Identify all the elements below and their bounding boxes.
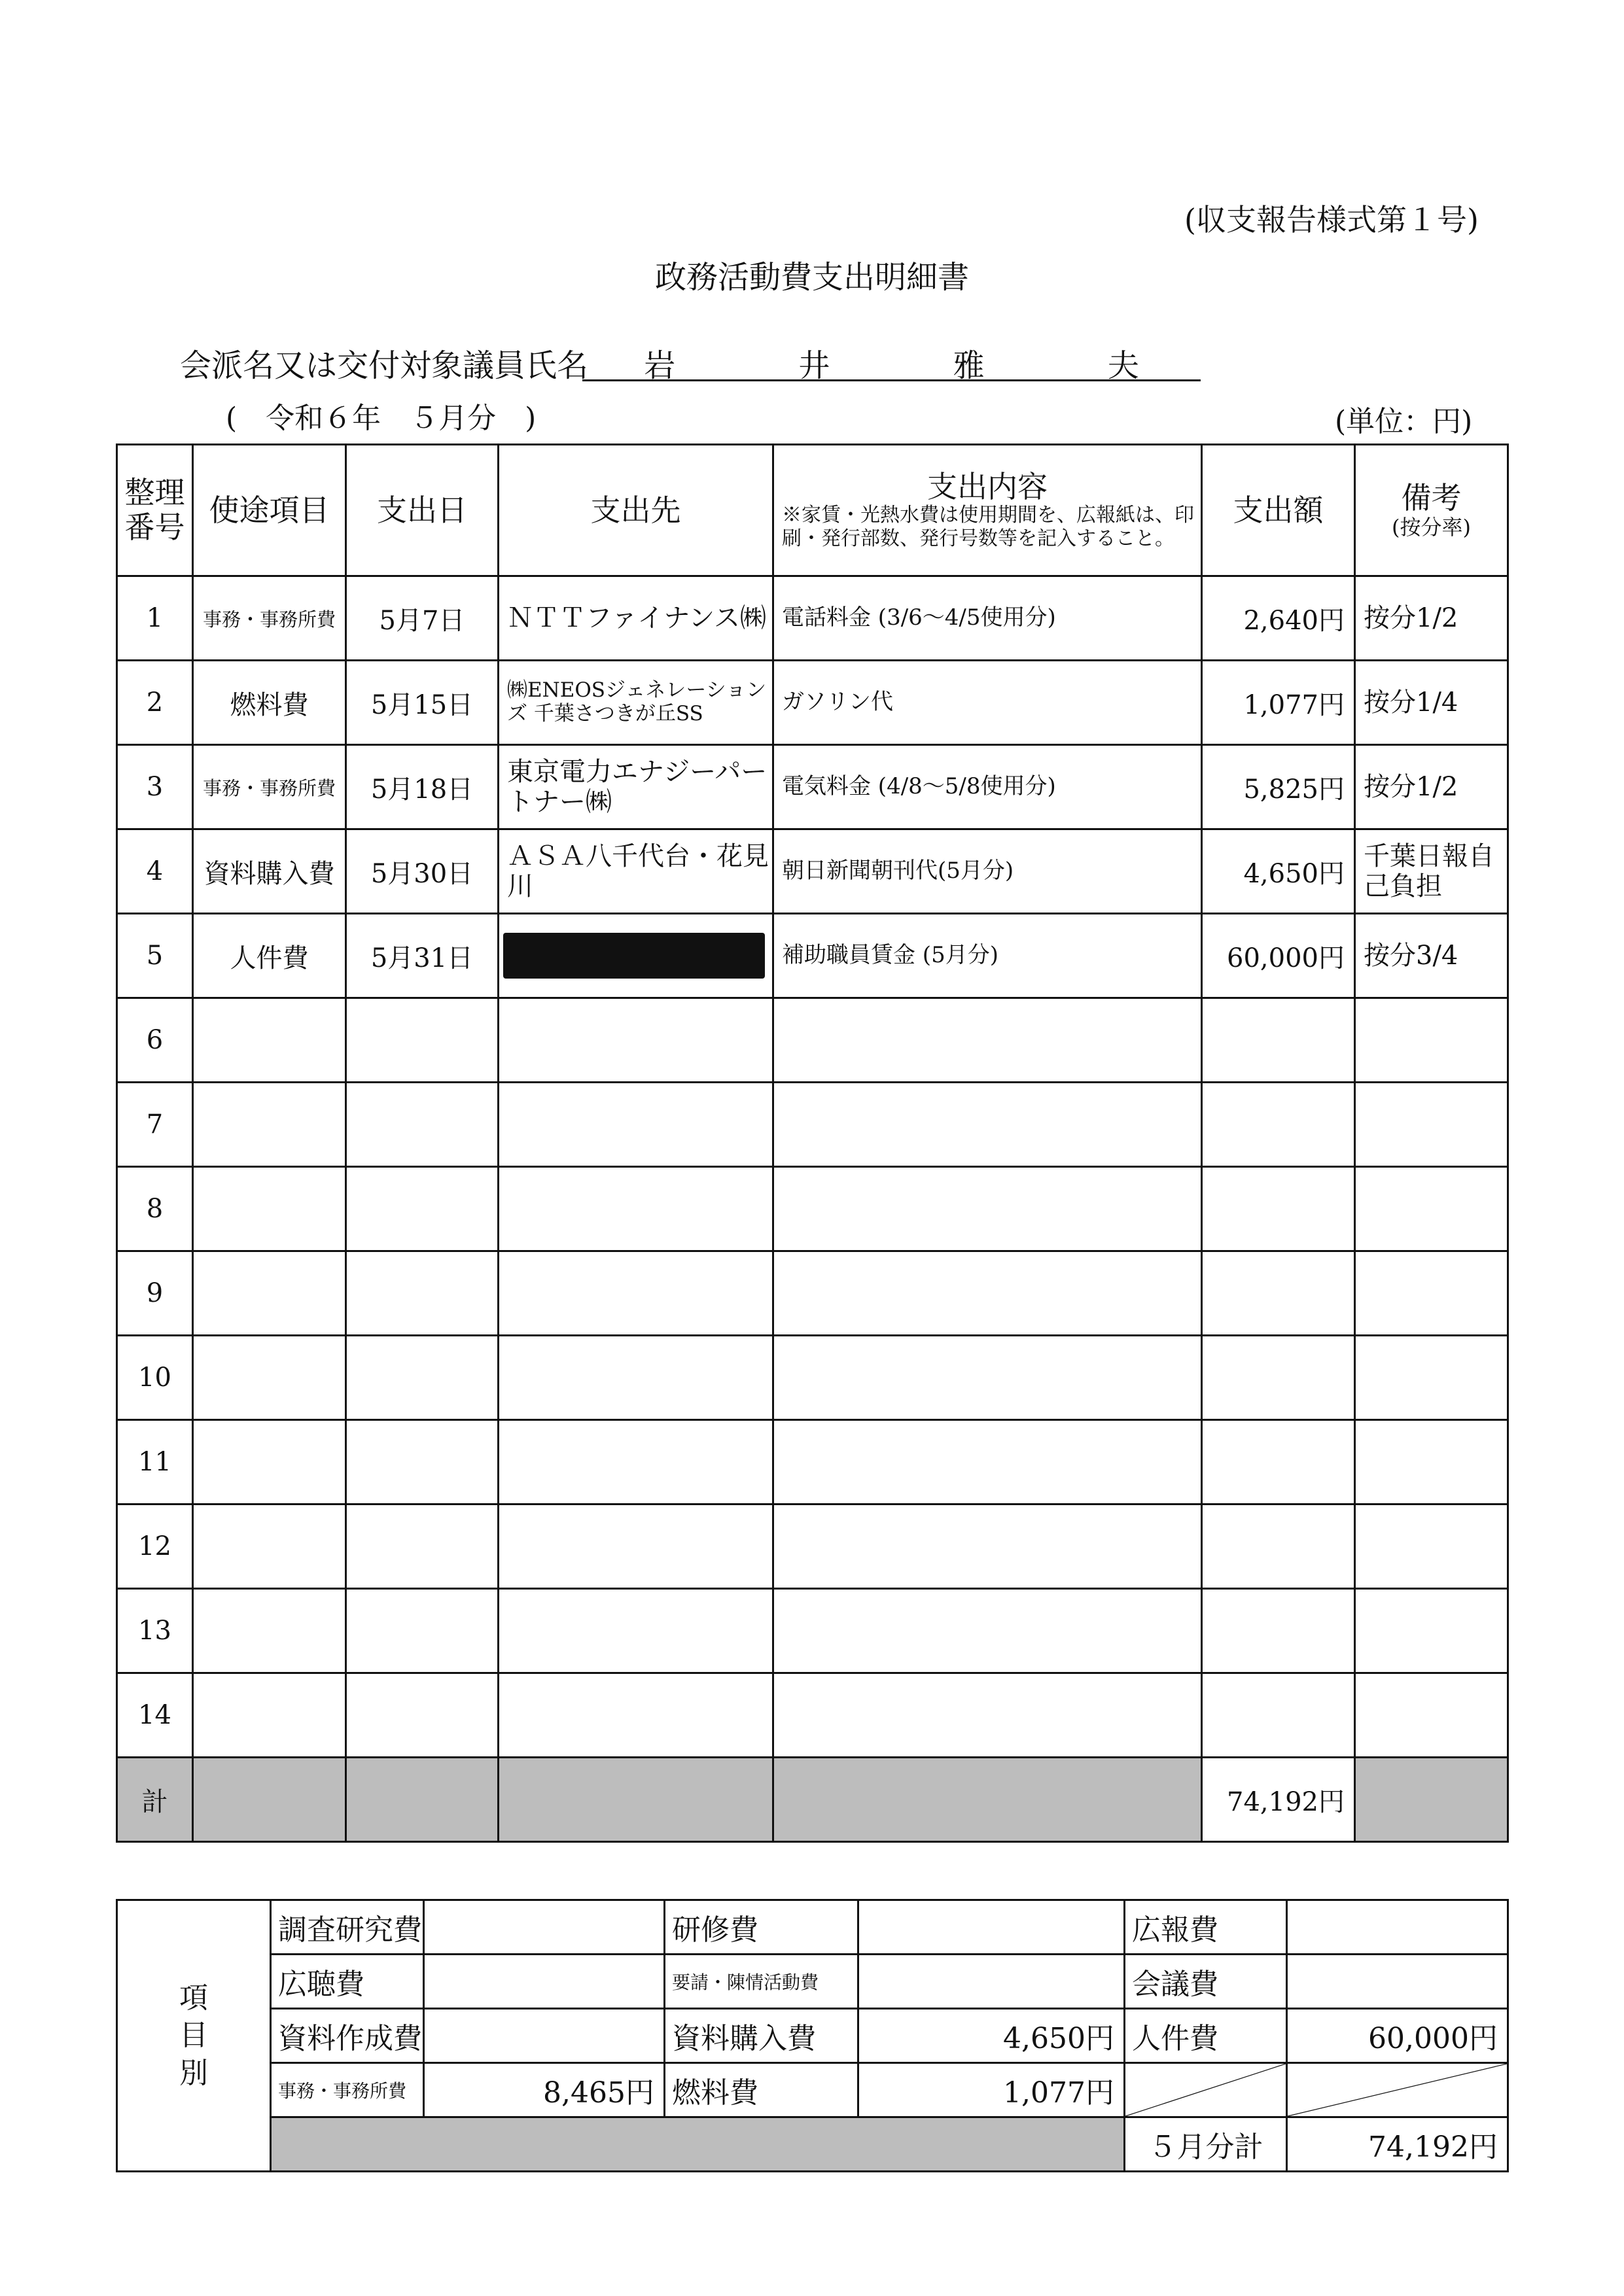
header-content-label: 支出内容 [927,468,1048,504]
diagonal-line [1125,2064,1286,2116]
row-date: 5月30日 [346,829,499,914]
row-payee: ＡＳＡ八千代台・花見川 [499,829,773,914]
row-content: 電気料金 (4/8～5/8使用分) [773,745,1202,829]
row-no: 13 [117,1589,193,1673]
row-amount: 4,650円 [1202,829,1355,914]
row-remarks: 按分1/2 [1355,576,1508,661]
row-no: 5 [117,914,193,998]
row-content: 朝日新聞朝刊代(5月分) [773,829,1202,914]
pr-amount [1287,1900,1508,1955]
summary-row [117,1900,1508,1955]
header-content-note: ※家賃・光熱水費は使用期間を、広報紙は、印刷・発行部数、発行号数等を記入すること。 [782,504,1194,551]
table-row [117,1083,1508,1167]
meeting-label: 会議費 [1125,1955,1287,2009]
table-row [117,1251,1508,1336]
row-category: 事務・事務所費 [193,745,346,829]
table-row [117,661,1508,745]
row-amount: 5,825円 [1202,745,1355,829]
table-row [117,1505,1508,1589]
row-no: 9 [117,1251,193,1336]
header-no: 整理番号 [117,445,193,576]
training-label: 研修費 [665,1900,858,1955]
row-no: 8 [117,1167,193,1251]
name-underline [582,379,1201,381]
row-amount: 60,000円 [1202,914,1355,998]
expense-table [116,444,1509,1843]
row-no: 7 [117,1083,193,1167]
row-no: 6 [117,998,193,1083]
row-content: 補助職員賃金 (5月分) [773,914,1202,998]
summary-row [117,2117,1508,2172]
header-amount: 支出額 [1202,445,1355,576]
total-row [117,1758,1508,1842]
row-date: 5月31日 [346,914,499,998]
row-payee: 東京電力エナジーパートナー㈱ [499,745,773,829]
row-no: 2 [117,661,193,745]
doc-purchase-amount: 4,650円 [858,2009,1125,2063]
row-date: 5月15日 [346,661,499,745]
header-remarks-label: 備考 [1401,480,1462,516]
name-char: 井 [798,347,830,384]
header-date: 支出日 [346,445,499,576]
research-label: 調査研究費 [271,1900,424,1955]
fuel-amount: 1,077円 [858,2063,1125,2117]
doc-creation-amount [424,2009,665,2063]
meeting-amount [1287,1955,1508,2009]
total-label: 計 [117,1758,193,1842]
header-payee: 支出先 [499,445,773,576]
row-payee: ＮＴＴファイナンス㈱ [499,576,773,661]
summary-row [117,2009,1508,2063]
row-date: 5月7日 [346,576,499,661]
document-title: 政務活動費支出明細書 [654,259,969,296]
row-no: 11 [117,1420,193,1505]
row-no: 14 [117,1673,193,1758]
row-remarks: 按分3/4 [1355,914,1508,998]
summary-row [117,1955,1508,2009]
hearing-amount [424,1955,665,2009]
summary-shaded [271,2117,1125,2172]
table-row [117,998,1508,1083]
month-total-label: ５月分計 [1125,2117,1287,2172]
row-date: 5月18日 [346,745,499,829]
member-name [582,340,1201,385]
row-category: 事務・事務所費 [193,576,346,661]
name-char: 雅 [953,347,985,384]
hearing-label: 広聴費 [271,1955,424,2009]
table-row [117,1420,1508,1505]
table-row [117,1167,1508,1251]
row-no: 3 [117,745,193,829]
form-number: (収支報告様式第１号) [1184,202,1479,237]
personnel-amount: 60,000円 [1287,2009,1508,2063]
row-amount: 2,640円 [1202,576,1355,661]
table-row [117,914,1508,998]
table-row [117,576,1508,661]
summary-side-label: 項目別 [117,1900,271,2172]
fuel-label: 燃料費 [665,2063,858,2117]
personnel-label: 人件費 [1125,2009,1287,2063]
name-label: 会派名又は交付対象議員氏名 [180,347,589,384]
pr-label: 広報費 [1125,1900,1287,1955]
table-row [117,1673,1508,1758]
office-amount: 8,465円 [424,2063,665,2117]
total-amount: 74,192円 [1202,1758,1355,1842]
month-total-amount: 74,192円 [1287,2117,1508,2172]
header-remarks [1355,445,1508,576]
table-row [117,745,1508,829]
row-amount: 1,077円 [1202,661,1355,745]
table-row [117,829,1508,914]
name-char: 夫 [1107,347,1139,384]
table-header [117,445,1508,576]
row-remarks: 按分1/4 [1355,661,1508,745]
row-payee: ㈱ENEOSジェネレーションズ 千葉さつきが丘SS [499,661,773,745]
name-char: 岩 [644,347,676,384]
petition-amount [858,1955,1125,2009]
row-no: 10 [117,1336,193,1420]
crossed-cell [1125,2063,1287,2117]
row-category: 燃料費 [193,661,346,745]
row-remarks: 千葉日報自己負担 [1355,829,1508,914]
research-amount [424,1900,665,1955]
table-row [117,1589,1508,1673]
petition-label: 要請・陳情活動費 [665,1955,858,2009]
row-payee [499,914,773,998]
row-remarks: 按分1/2 [1355,745,1508,829]
doc-purchase-label: 資料購入費 [665,2009,858,2063]
doc-creation-label: 資料作成費 [271,2009,424,2063]
row-content: 電話料金 (3/6～4/5使用分) [773,576,1202,661]
diagonal-line [1288,2064,1507,2116]
row-no: 1 [117,576,193,661]
row-category: 人件費 [193,914,346,998]
crossed-cell [1287,2063,1508,2117]
redaction-bar [503,933,765,979]
table-row [117,1336,1508,1420]
category-summary-table [116,1899,1509,2172]
row-category: 資料購入費 [193,829,346,914]
training-amount [858,1900,1125,1955]
header-remarks-sub: (按分率) [1392,515,1471,540]
header-content [773,445,1202,576]
row-no: 12 [117,1505,193,1589]
row-content: ガソリン代 [773,661,1202,745]
period: ( 令和６年 ５月分 ) [226,402,537,435]
header-category: 使途項目 [193,445,346,576]
office-label: 事務・事務所費 [271,2063,424,2117]
unit-label: (単位：円) [1335,405,1473,438]
row-no: 4 [117,829,193,914]
summary-row [117,2063,1508,2117]
